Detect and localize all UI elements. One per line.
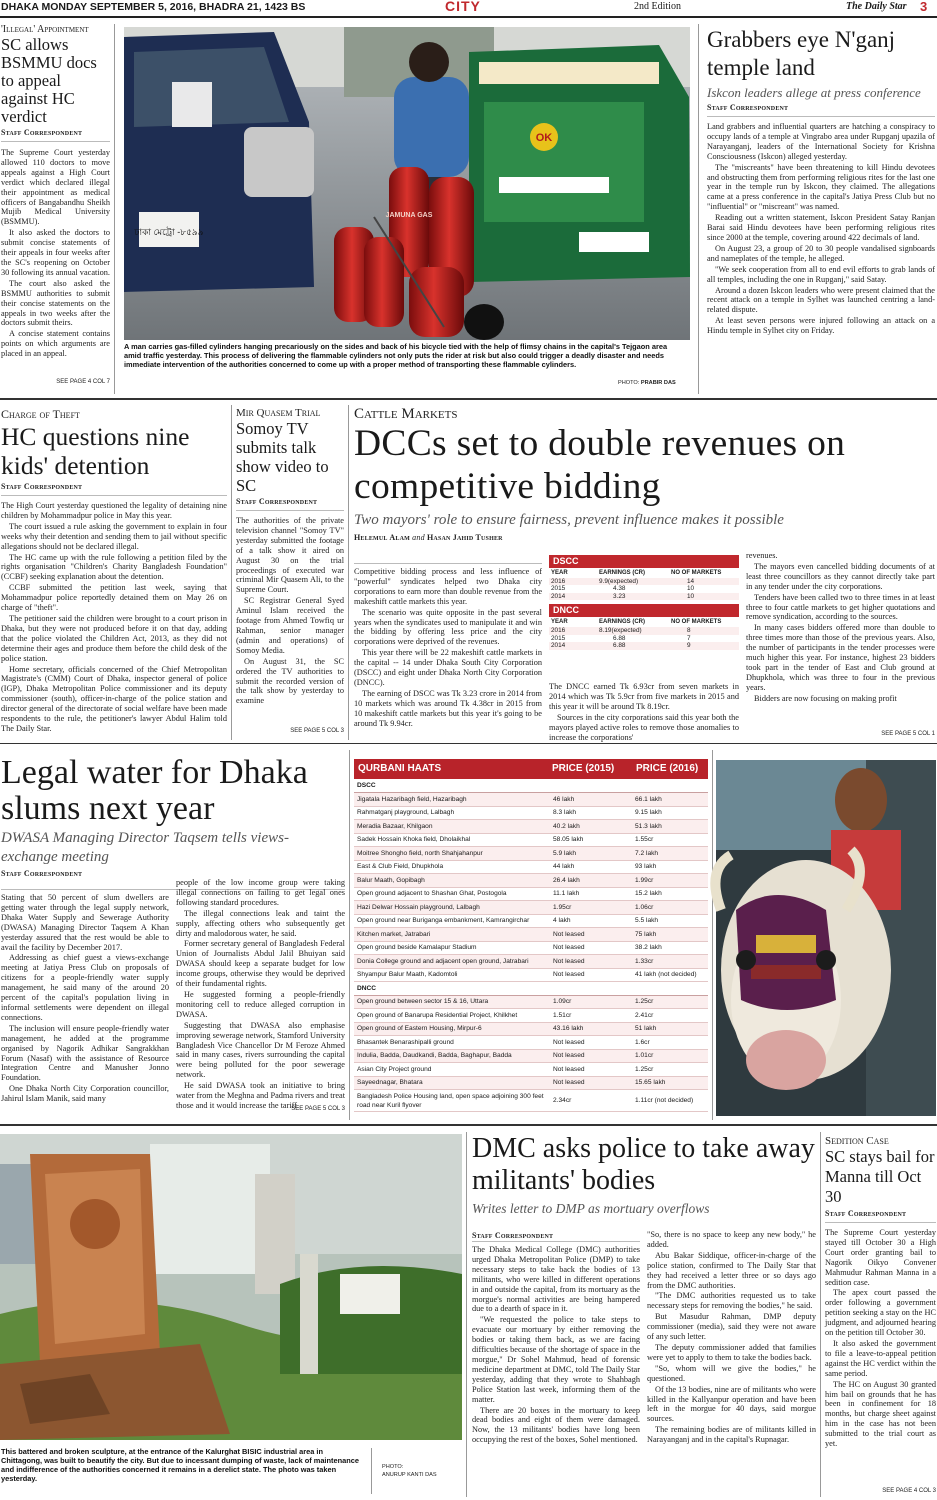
story-body <box>1 495 227 741</box>
cylinder-scene-illustration <box>124 27 690 340</box>
byline-rule <box>354 563 542 564</box>
table-cell: 9.15 lakh <box>632 806 708 820</box>
table-cell: Open ground of Eastern Housing, Mirpur-6 <box>354 1022 550 1036</box>
story-body <box>236 510 344 717</box>
bull-illustration <box>716 760 936 1116</box>
table-header-row <box>549 570 739 578</box>
earnings-table <box>549 555 739 678</box>
table-cell: 1.25cr <box>632 1063 708 1077</box>
story-dmc <box>472 1133 816 1233</box>
paragraph: "We requested the police to take steps to evacuate our mortuary by either removing the bodies or taking them back, as we are facing difficulties because of the shortage of space in the morgue," Dr Sohel Mahmud, head of forensic medicine department at DMC, told The Daily Star yesterday, adding that they wrote to Shahbagh Police Station last week, informing them of the matter. <box>472 1315 640 1404</box>
byline-and: and <box>412 533 425 542</box>
paragraph: The remaining bodies are of militants killed in Narayanganj and in the capital's Rupnagar. <box>647 1425 816 1445</box>
table-cell: Not leased <box>550 928 632 942</box>
photo-credit <box>382 1464 462 1478</box>
column-header: NO OF MARKETS <box>671 570 722 576</box>
table-cell: Not leased <box>550 968 632 982</box>
table-row <box>354 1009 708 1023</box>
story-kicker: Sedition Case <box>825 1135 889 1147</box>
paragraph: The authorities of the private television channel "Somoy TV" yesterday submitted the footage of a talk show it aired on August 30 on the trial proceedings of executed war criminal Mir Quasem Ali, to the Supreme Court. <box>236 516 344 595</box>
paragraph: The "miscreants" have been threatening to kill Hindu devotees and obstructing them from performing religious rites for the last one year in the temple run by Iskcon, they claimed. The allegations came at a press conference in the capital's Jatiya Press Club but no "influential" or "miscreant" was named. <box>707 162 935 212</box>
story-kids <box>1 407 227 739</box>
byline: Staff Correspondent <box>472 1231 554 1240</box>
table-cell: Balur Maath, Gopibagh <box>354 874 550 888</box>
table-cell: 1.25cr <box>632 995 708 1009</box>
table-cell: 8 <box>687 626 691 634</box>
byline: Staff Correspondent <box>707 103 789 112</box>
credit-label: PHOTO: <box>382 1464 404 1470</box>
paragraph: CCBF submitted the petition last week, saying that Mohammadpur police reportedly detained them on May 26 on charge of "theft". <box>1 583 227 613</box>
story-temple <box>707 26 935 391</box>
paragraph: Sources in the city corporations said this year both the mayors played active roles to remove those anomalies to increase the corporations' <box>549 712 739 742</box>
column-header: PRICE (2015) <box>552 763 615 774</box>
dcc-column-1 <box>354 567 542 737</box>
table-cell: Shyampur Balur Maath, Kadomtoli <box>354 968 550 982</box>
deck: Two mayors' role to ensure fairness, prevent influence makes it possible <box>354 512 784 528</box>
dcc-column-2 <box>549 682 739 740</box>
table-cell: 51.3 lakh <box>632 820 708 834</box>
table-cell: 9 <box>687 642 691 650</box>
dateline: DHAKA MONDAY SEPTEMBER 5, 2016, BHADRA 21, 1423 BS <box>1 1 306 13</box>
table-cell: 1.95cr <box>550 901 632 915</box>
table-cell: Indulia, Badda, Daudkandi, Badda, Baghapur, Badda <box>354 1049 550 1063</box>
dcc-column-3 <box>746 551 935 729</box>
table-cell: Sadek Hossain Khoka field, Dholaikhal <box>354 833 550 847</box>
table-row <box>354 1076 708 1090</box>
table-cell: Meradia Bazaar, Khilgaon <box>354 820 550 834</box>
table-cell: 8.19(expected) <box>599 626 642 634</box>
row-rule <box>0 398 937 400</box>
table-row <box>354 941 708 955</box>
paragraph: In many cases bidders offered more than double to three times more than those of the previous years. Also, the number of participants in the tender processes were much higher this year. For instance, highest 23 bidders took part in the tender of East and Club ground at Dhupkhola, which was three to four in the previous years. <box>746 623 935 692</box>
paragraph: "We seek cooperation from all to end evil efforts to grab lands of all temples, including the one in Rupganj," said Satay. <box>707 264 935 284</box>
credit-name: PRABIR DAS <box>640 380 676 386</box>
table-cell: Kitchen market, Jatrabari <box>354 928 550 942</box>
table-row <box>354 874 708 888</box>
paragraph: "The DMC authorities requested us to take necessary steps for removing the bodies," he said. <box>647 1291 816 1311</box>
headline: Grabbers eye N'ganj temple land <box>707 27 896 80</box>
table-row <box>354 1049 708 1063</box>
byline: Staff Correspondent <box>1 482 83 491</box>
table-cell: Open ground between sector 15 & 16, Uttara <box>354 995 550 1009</box>
table-cell: 9.9(expected) <box>599 577 639 585</box>
table-cell: 10 <box>687 592 695 600</box>
table-cell: 6.88 <box>613 642 626 650</box>
paragraph: The court issued a rule asking the government to explain in four weeks why their detention and sending them to jail without specific allegations should not be declared illegal. <box>1 521 227 551</box>
story-kicker: 'Illegal' Appointment <box>1 24 89 35</box>
headline: SC allows BSMMU docs to appeal against HC verdict <box>1 35 97 126</box>
table-cell: 1.6cr <box>632 1036 708 1050</box>
story-kicker: Cattle Markets <box>354 406 458 422</box>
paragraph: One Dhaka North City Corporation councillor, Jahirul Islam Manik, said many <box>1 1084 169 1104</box>
table-header-bar <box>354 759 708 779</box>
table-cell: Sayeednagar, Bhatara <box>354 1076 550 1090</box>
photo-caption: This battered and broken sculpture, at the entrance of the Kalurghat BISIC industrial area in Chittagong, was built to beautify the city. But due to incessant dumping of waste, lack of maintenance and indifference of the authorities concerned it remains in a derelict state. The photo was taken yesterday. <box>1 1447 359 1483</box>
table-cell: 75 lakh <box>632 928 708 942</box>
table-cell: 1.11cr (not decided) <box>632 1090 708 1112</box>
paragraph: Suggesting that DWASA also emphasise improving sewerage network, Stamford University Bangladesh Vice Chancellor Dr M Feroze Ahmed said in many cases, rivers surrounding the capital were being polluted for the poor sewerage network. <box>176 1020 345 1080</box>
paragraph: The Supreme Court yesterday stayed till October 30 a High Court order granting bail to Nagorik Oikyo Convener Mahmudur Rahman Manna in a sedition case. <box>825 1228 936 1287</box>
paragraph: Competitive bidding process and less influence of "powerful" syndicates helped two Dhaka city corporations to earn more than double revenue from the makeshift cattle markets this year. <box>354 567 542 606</box>
story-bsmmu <box>1 24 110 392</box>
table-cell: 46 lakh <box>550 793 632 807</box>
table-cell: 66.1 lakh <box>632 793 708 807</box>
story-body <box>825 1222 936 1480</box>
table-cell: 51 lakh <box>632 1022 708 1036</box>
table-cell: 15.2 lakh <box>632 887 708 901</box>
paragraph: The HC on August 30 granted him bail on grounds that he has been in confinement for 18 months, but charge sheet against him in the case has not been submitted to the trial court as yet. <box>825 1379 936 1449</box>
story-kicker: Charge of Theft <box>1 407 80 421</box>
paragraph: On August 23, a group of 20 to 30 people vandalised signboards and nameplates of the temple, he alleged. <box>707 243 935 263</box>
table-row <box>354 901 708 915</box>
table-row <box>354 820 708 834</box>
paragraph: Stating that 50 percent of slum dwellers are getting water through the legal supply network, Dhaka Water Supply and Sewerage Authority (DWASA) Managing Director Taqsem A Khan yesterday assured that the rest would be able to avail the facility by December 2017. <box>1 893 169 952</box>
table-cell: 2014 <box>551 592 566 600</box>
table-title: QURBANI HAATS <box>358 763 442 774</box>
table-cell: 10 <box>687 585 695 593</box>
table-cell: 2015 <box>551 585 566 593</box>
column-header: EARNINGS (CR) <box>599 570 645 576</box>
paragraph: Addressing as chief guest a views-exchange meeting at Jatiya Press Club on proposals of citizens for a people-friendly water supply management, he said many of the around 20 percent of the capital's population living in informal settlements were dependent on illegal connections. <box>1 953 169 1022</box>
masthead <box>0 0 937 16</box>
paragraph: At least seven persons were injured following an attack on a Hindu temple in Sylhet city on Friday. <box>707 316 935 336</box>
table-cell: 14 <box>687 577 695 585</box>
dmc-column-1 <box>472 1245 640 1495</box>
credit-divider <box>371 1448 372 1494</box>
headline: Somoy TV submits talk show video to SC <box>236 419 329 495</box>
column-header: PRICE (2016) <box>636 763 699 774</box>
table-row <box>354 887 708 901</box>
table-cell: Open ground beside Kamalapur Stadium <box>354 941 550 955</box>
table-row <box>549 635 739 643</box>
byline-rule <box>472 1241 640 1242</box>
table-cell: Not leased <box>550 941 632 955</box>
table-cell: 2016 <box>551 626 566 634</box>
table-cell: Asian City Project ground <box>354 1063 550 1077</box>
table-row <box>354 928 708 942</box>
column-header: EARNINGS (CR) <box>599 619 645 626</box>
table-cell: 40.2 lakh <box>550 820 632 834</box>
table-section-row <box>354 982 708 996</box>
table-header-row <box>549 619 739 627</box>
story-manna <box>825 1135 936 1487</box>
plate-text: ঢাকা মেট্রো -৮৫৯৯ <box>134 227 204 237</box>
column-divider <box>114 24 115 394</box>
jump-link[interactable]: SEE PAGE 4 COL 3 <box>882 1488 936 1494</box>
table-cell: East & Club Field, Dhupkhola <box>354 860 550 874</box>
paragraph: This year there will be 22 makeshift cattle markets in the capital -- 14 under Dhaka South City Corporation (DSCC) and eight under Dhaka North City Corporation (DNCC). <box>354 648 542 687</box>
table-cell: Not leased <box>550 1076 632 1090</box>
paragraph: On August 31, the SC ordered the TV authorities to submit the recorded version of the talk show by yesterday to examine <box>236 656 344 706</box>
headline: Legal water for Dhaka slums next year <box>1 754 308 827</box>
table-cell: 3.23 <box>613 592 626 600</box>
table-row <box>354 1063 708 1077</box>
photo-bull <box>716 760 936 1116</box>
table-row <box>549 578 739 586</box>
paragraph: Tenders have been called two to three times in at least three to four cattle markets to get higher quotations and remove syndication, according to the sources. <box>746 592 935 622</box>
paragraph: Abu Bakar Siddique, officer-in-charge of the police station, confirmed to The Daily Star that they had received a letter three or so days ago from the DMC authorities. <box>647 1250 816 1290</box>
table-row <box>354 995 708 1009</box>
table-cell: 1.33cr <box>632 955 708 969</box>
dscc-earnings <box>549 570 739 600</box>
photo-caption: A man carries gas-filled cylinders hanging precariously on the sides and back of his bicycle tied with the help of flimsy chains in the capital's Tejgaon area amid traffic yesterday. This process of delivering the flammable cylinders not only puts the rider at risk but also could trigger a deadly disaster and needs immediate intervention of the authorities concerned to come up with a proper method of transporting these flammable cylinders. <box>124 342 668 369</box>
story-body <box>1 141 110 389</box>
paragraph: Around a dozen Iskcon leaders who were present claimed that the recent attack on a temple in Sylhet was launched centring a land-related dispute. <box>707 285 935 315</box>
table-row <box>549 585 739 593</box>
table-cell: 43.16 lakh <box>550 1022 632 1036</box>
table-cell: 41 lakh (not decided) <box>632 968 708 982</box>
table-row <box>354 914 708 928</box>
paragraph: Former secretary general of Bangladesh Federal Union of Journalists Abdul Jalil Bhuiyan said DWASA should keep a separate budget for low income groups, otherwise they would be deprived of their fundamental rights. <box>176 939 345 989</box>
paragraph: Of the 13 bodies, nine are of militants who were killed in the Kallyanpur operation and have been left in the morgue for 40 days, said morgue sources. <box>647 1384 816 1424</box>
table-cell: 8.3 lakh <box>550 806 632 820</box>
deck: Writes letter to DMP as mortuary overflows <box>472 1201 710 1216</box>
table-cell: 93 lakh <box>632 860 708 874</box>
table-row <box>549 593 739 601</box>
paragraph: But Masudur Rahman, DMP deputy commissioner (media), said they were not aware of any such letter. <box>647 1312 816 1342</box>
paragraph: He suggested forming a people-friendly monitoring cell to reduce alleged corruption in DWASA. <box>176 989 345 1019</box>
table-row <box>354 793 708 807</box>
dmc-column-2 <box>647 1230 816 1495</box>
row-rule <box>0 1124 937 1126</box>
byline: Staff Correspondent <box>1 128 83 137</box>
table-section-row <box>354 779 708 793</box>
table-cell: 5.5 lakh <box>632 914 708 928</box>
column-header: NO OF MARKETS <box>671 619 722 626</box>
paragraph: Land grabbers and influential quarters are hatching a conspiracy to occupy lands of a temple at Vingrabo area under Rupganj upazila of Narayanganj, leaders of the International Society for Krishna Consciousness (Iskcon) alleged yesterday. <box>707 122 935 161</box>
jump-link[interactable]: SEE PAGE 4 COL 7 <box>56 379 110 385</box>
section-label: DNCC <box>354 982 708 996</box>
paragraph: The petitioner said the children were brought to a court prison in Dhaka, but they were not produced before it on that day, adding that the police violated the Children Act, 2013, as they did not determine their ages and produce them before the child desk of the police station. <box>1 613 227 663</box>
byline-author: Helemul Alam <box>354 533 410 542</box>
jump-link[interactable]: SEE PAGE 5 COL 3 <box>291 1106 345 1112</box>
table-cell: Not leased <box>550 1063 632 1077</box>
headline: SC stays bail for Manna till Oct 30 <box>825 1147 935 1206</box>
column-divider <box>231 405 232 740</box>
column-divider <box>349 750 350 1120</box>
table-cell: 1.09cr <box>550 995 632 1009</box>
table-row <box>549 642 739 650</box>
table-cell: 2.34cr <box>550 1090 632 1112</box>
column-divider <box>698 24 699 394</box>
table-row <box>549 627 739 635</box>
table-cell: Open ground adjacent to Shashan Ghat, Postogola <box>354 887 550 901</box>
table-cell: 1.55cr <box>632 833 708 847</box>
table-group-header: DNCC <box>549 604 739 617</box>
table-cell: Moitree Shongho field, north Shahjahanpur <box>354 847 550 861</box>
table-cell: 15.65 lakh <box>632 1076 708 1090</box>
scene-ok-sign: OK <box>535 132 553 144</box>
column-divider <box>348 405 349 740</box>
page-number: 3 <box>920 0 928 14</box>
story-somoy <box>236 407 344 737</box>
story-water <box>1 755 345 885</box>
paragraph: The apex court passed the order following a government petition seeking a stay on the HC judgment, and adjourned hearing on the petition till October 30. <box>825 1288 936 1338</box>
table-cell: 44 lakh <box>550 860 632 874</box>
table-cell: 2.41cr <box>632 1009 708 1023</box>
paragraph: Bidders are now focusing on making profit <box>754 693 897 703</box>
paragraph: The scenario was quite opposite in the past several years when the syndicates used to manipulate it and win the bidding by offering less price and the city corporations were deprived of the revenues. <box>354 607 542 647</box>
table-cell: 4 lakh <box>550 914 632 928</box>
paragraph: The earning of DSCC was Tk 3.23 crore in 2014 from 10 markets which was around Tk 4.38cr in 2015 from 10 makeshift cattle markets but this year it's going to be around Tk 9.94cr. <box>354 688 542 728</box>
table-cell: 4.38 <box>613 585 626 593</box>
paragraph: It also asked the government to file a leave-to-appeal petition against the HC verdict within the same period. <box>825 1338 936 1378</box>
column-header: YEAR <box>551 570 568 576</box>
table-cell: Not leased <box>550 1036 632 1050</box>
byline: Staff Correspondent <box>236 497 318 506</box>
paragraph: The mayors even cancelled bidding documents of at least three councillors as they cannot directly take part in any tender under the city corporations. <box>746 561 935 591</box>
paragraph: Reading out a written statement, Iskcon President Satay Ranjan Barai said Hindu devotees have been performing religious rites since 2000 at the temple, covering around 422 decimals of land. <box>707 213 935 242</box>
table-row <box>354 955 708 969</box>
table-row <box>354 968 708 982</box>
edition-label: 2nd Edition <box>634 1 681 12</box>
table-cell: 7 <box>687 634 691 642</box>
table-cell: 58.05 lakh <box>550 833 632 847</box>
credit-name: ANURUP KANTI DAS <box>382 1472 437 1478</box>
table-cell: Bangladesh Police Housing land, open space adjoining 300 feet road near Kuril flyover <box>354 1090 550 1112</box>
table-row <box>354 1022 708 1036</box>
paragraph: A concise statement contains points on which arguments are placed in an appeal. <box>1 329 110 359</box>
table-cell: 2015 <box>551 634 566 642</box>
paragraph: It also asked the doctors to submit concise statements of their appeals in four weeks after the SC's reopening on October 30 following its annual vacation. <box>1 228 110 277</box>
section-label: CITY <box>445 0 481 14</box>
table-cell: Donia College ground and adjacent open ground, Jatrabari <box>354 955 550 969</box>
headline: DMC asks police to take away militants' bodies <box>472 1133 815 1196</box>
jump-link[interactable]: SEE PAGE 5 COL 1 <box>881 731 935 737</box>
paragraph: SC Registrar General Syed Aminul Islam received the footage from Ahmed Towfiq ur Rahman, senior manager (admin and operations) of Somoy Media. <box>236 596 344 655</box>
dncc-earnings <box>549 619 739 649</box>
table-cell: 1.51cr <box>550 1009 632 1023</box>
table-cell: Bhasantek Benarashipalli ground <box>354 1036 550 1050</box>
paragraph: Home secretary, officials concerned of the Chief Metropolitan Magistrate's (CMM) Court of Dhaka, inspector general of police (IGP), Dhaka Metropolitan Police commissioner and its deputy commissioner (south), officer-in-charge of the police station and director general of the directorate of social welfare have been made respondents to the rule, the petitioner's lawyer Abdul Halim told The Daily Star. <box>1 664 227 733</box>
masthead-rule <box>0 16 937 18</box>
table-cell: Rahmatganj playground, Lalbagh <box>354 806 550 820</box>
table-cell: 1.06cr <box>632 901 708 915</box>
table-row <box>354 1036 708 1050</box>
paragraph: "So, there is no space to keep any new body," he added. <box>647 1230 816 1249</box>
photo-sculpture <box>0 1134 462 1440</box>
water-column-1 <box>1 893 169 1115</box>
paragraph: He said DWASA took an initiative to bring water from the Meghna and Padma rivers and treat those and it would increase the tariff. <box>176 1081 345 1110</box>
table-row <box>354 1090 708 1112</box>
paragraph: The High Court yesterday questioned the legality of detaining nine children by Mohammadpur police in May this year. <box>1 501 227 520</box>
table-row <box>354 806 708 820</box>
deck: DWASA Managing Director Taqsem tells views-exchange meeting <box>1 830 289 865</box>
photo-cylinders <box>124 27 690 340</box>
paragraph: The Supreme Court yesterday allowed 110 doctors to move appeals against a High Court verdict which declared illegal their appointment as medical officers of Bangabandhu Sheikh Mujib Medical University (BSMMU). <box>1 148 110 227</box>
paragraph: people of the low income group were taking illegal connections on failing to get legal ones following standard procedures. <box>176 878 345 907</box>
byline: Staff Correspondent <box>825 1209 907 1218</box>
table-cell: 5.9 lakh <box>550 847 632 861</box>
paragraph: The Dhaka Medical College (DMC) authorities urged Dhaka Metropolitan Police (DMP) to take necessary steps to take back the bodies of 13 militants, who were killed in different operations in and outside the capital, from its mortuary as the morgue's normal activities are being hampered due to a dearth of space in it. <box>472 1245 640 1314</box>
deck: Iskcon leaders allege at press conference <box>707 85 921 100</box>
paragraph: The inclusion will ensure people-friendly water management, he added at the programme organised by Nagorik Adhikar Sangrakkhan Forum (Nasaf) with the assistance of Resource Integration Centre and Manusher Jonno Foundation. <box>1 1023 169 1083</box>
paragraph: The illegal connections leak and taint the supply, affecting others who subsequently get dirty and malodorous water, he said. <box>176 908 345 938</box>
paragraph: The court also asked the BSMMU authorities to submit their concise statements on the appeals in two weeks after the doctors submit theirs. <box>1 278 110 328</box>
story-kicker: Mir Quasem Trial <box>236 407 321 419</box>
headline: HC questions nine kids' detention <box>1 422 190 480</box>
paper-name: The Daily Star <box>846 1 907 12</box>
scene-gas-label: JAMUNA GAS <box>385 212 433 219</box>
haats-rows <box>354 779 708 1112</box>
table-cell: 11.1 lakh <box>550 887 632 901</box>
headline: DCCs set to double revenues on competitive bidding <box>354 423 846 507</box>
column-divider <box>712 750 713 1120</box>
paragraph: The deputy commissioner added that families were yet to apply to them to take the bodies back. <box>647 1342 816 1362</box>
byline: Staff Correspondent <box>1 869 83 878</box>
table-cell: Open ground of Banarupa Residential Project, Khilkhet <box>354 1009 550 1023</box>
section-label: DSCC <box>354 779 708 793</box>
table-cell: Hazi Delwar Hossain playground, Lalbagh <box>354 901 550 915</box>
table-row <box>354 860 708 874</box>
sculpture-illustration <box>0 1134 462 1440</box>
table-cell: 6.88 <box>613 634 626 642</box>
paragraph: revenues. <box>746 551 778 560</box>
table-cell: 1.01cr <box>632 1049 708 1063</box>
column-header: YEAR <box>551 619 568 626</box>
story-body <box>707 116 935 382</box>
byline <box>354 533 936 542</box>
paragraph: The DNCC earned Tk 6.93cr from seven markets in 2014 which was Tk 5.9cr from five markets in 2015 and this year it will be around Tk 8.19cr. <box>549 682 739 711</box>
table-cell: 7.2 lakh <box>632 847 708 861</box>
table-cell: Not leased <box>550 955 632 969</box>
table-group-header: DSCC <box>549 555 739 568</box>
photo-credit <box>618 380 676 386</box>
table-cell: 38.2 lakh <box>632 941 708 955</box>
table-cell: Not leased <box>550 1049 632 1063</box>
table-cell: 2014 <box>551 642 566 650</box>
paragraph: There are 20 boxes in the mortuary to keep dead bodies and eight of them were damaged. Now, the 13 militants' bodies have long been occupying the rest of the boxes, Sohel mentioned. <box>472 1405 640 1445</box>
table-cell: 1.99cr <box>632 874 708 888</box>
table-row <box>354 833 708 847</box>
paragraph: "So, whom will we give the bodies," he questioned. <box>647 1363 816 1383</box>
table-cell: Open ground near Buriganga embankment, Kamrangirchar <box>354 914 550 928</box>
credit-label: PHOTO: <box>618 380 640 386</box>
column-divider <box>466 1132 467 1497</box>
table-cell: 26.4 lakh <box>550 874 632 888</box>
byline-author: Hasan Jahid Tusher <box>426 533 503 542</box>
table-cell: Jigatala Hazaribagh field, Hazaribagh <box>354 793 550 807</box>
column-divider <box>820 1132 821 1497</box>
table-cell: 2016 <box>551 577 566 585</box>
row-rule <box>0 743 937 744</box>
qurbani-haats-table <box>354 759 708 1114</box>
paragraph: The HC came up with the rule following a petition filed by the rights organisation "Children's Charity Bangladesh Foundation" (CCBF) seeking explanation about the detention. <box>1 552 227 582</box>
table-row <box>354 847 708 861</box>
jump-link[interactable]: SEE PAGE 5 COL 3 <box>290 728 344 734</box>
